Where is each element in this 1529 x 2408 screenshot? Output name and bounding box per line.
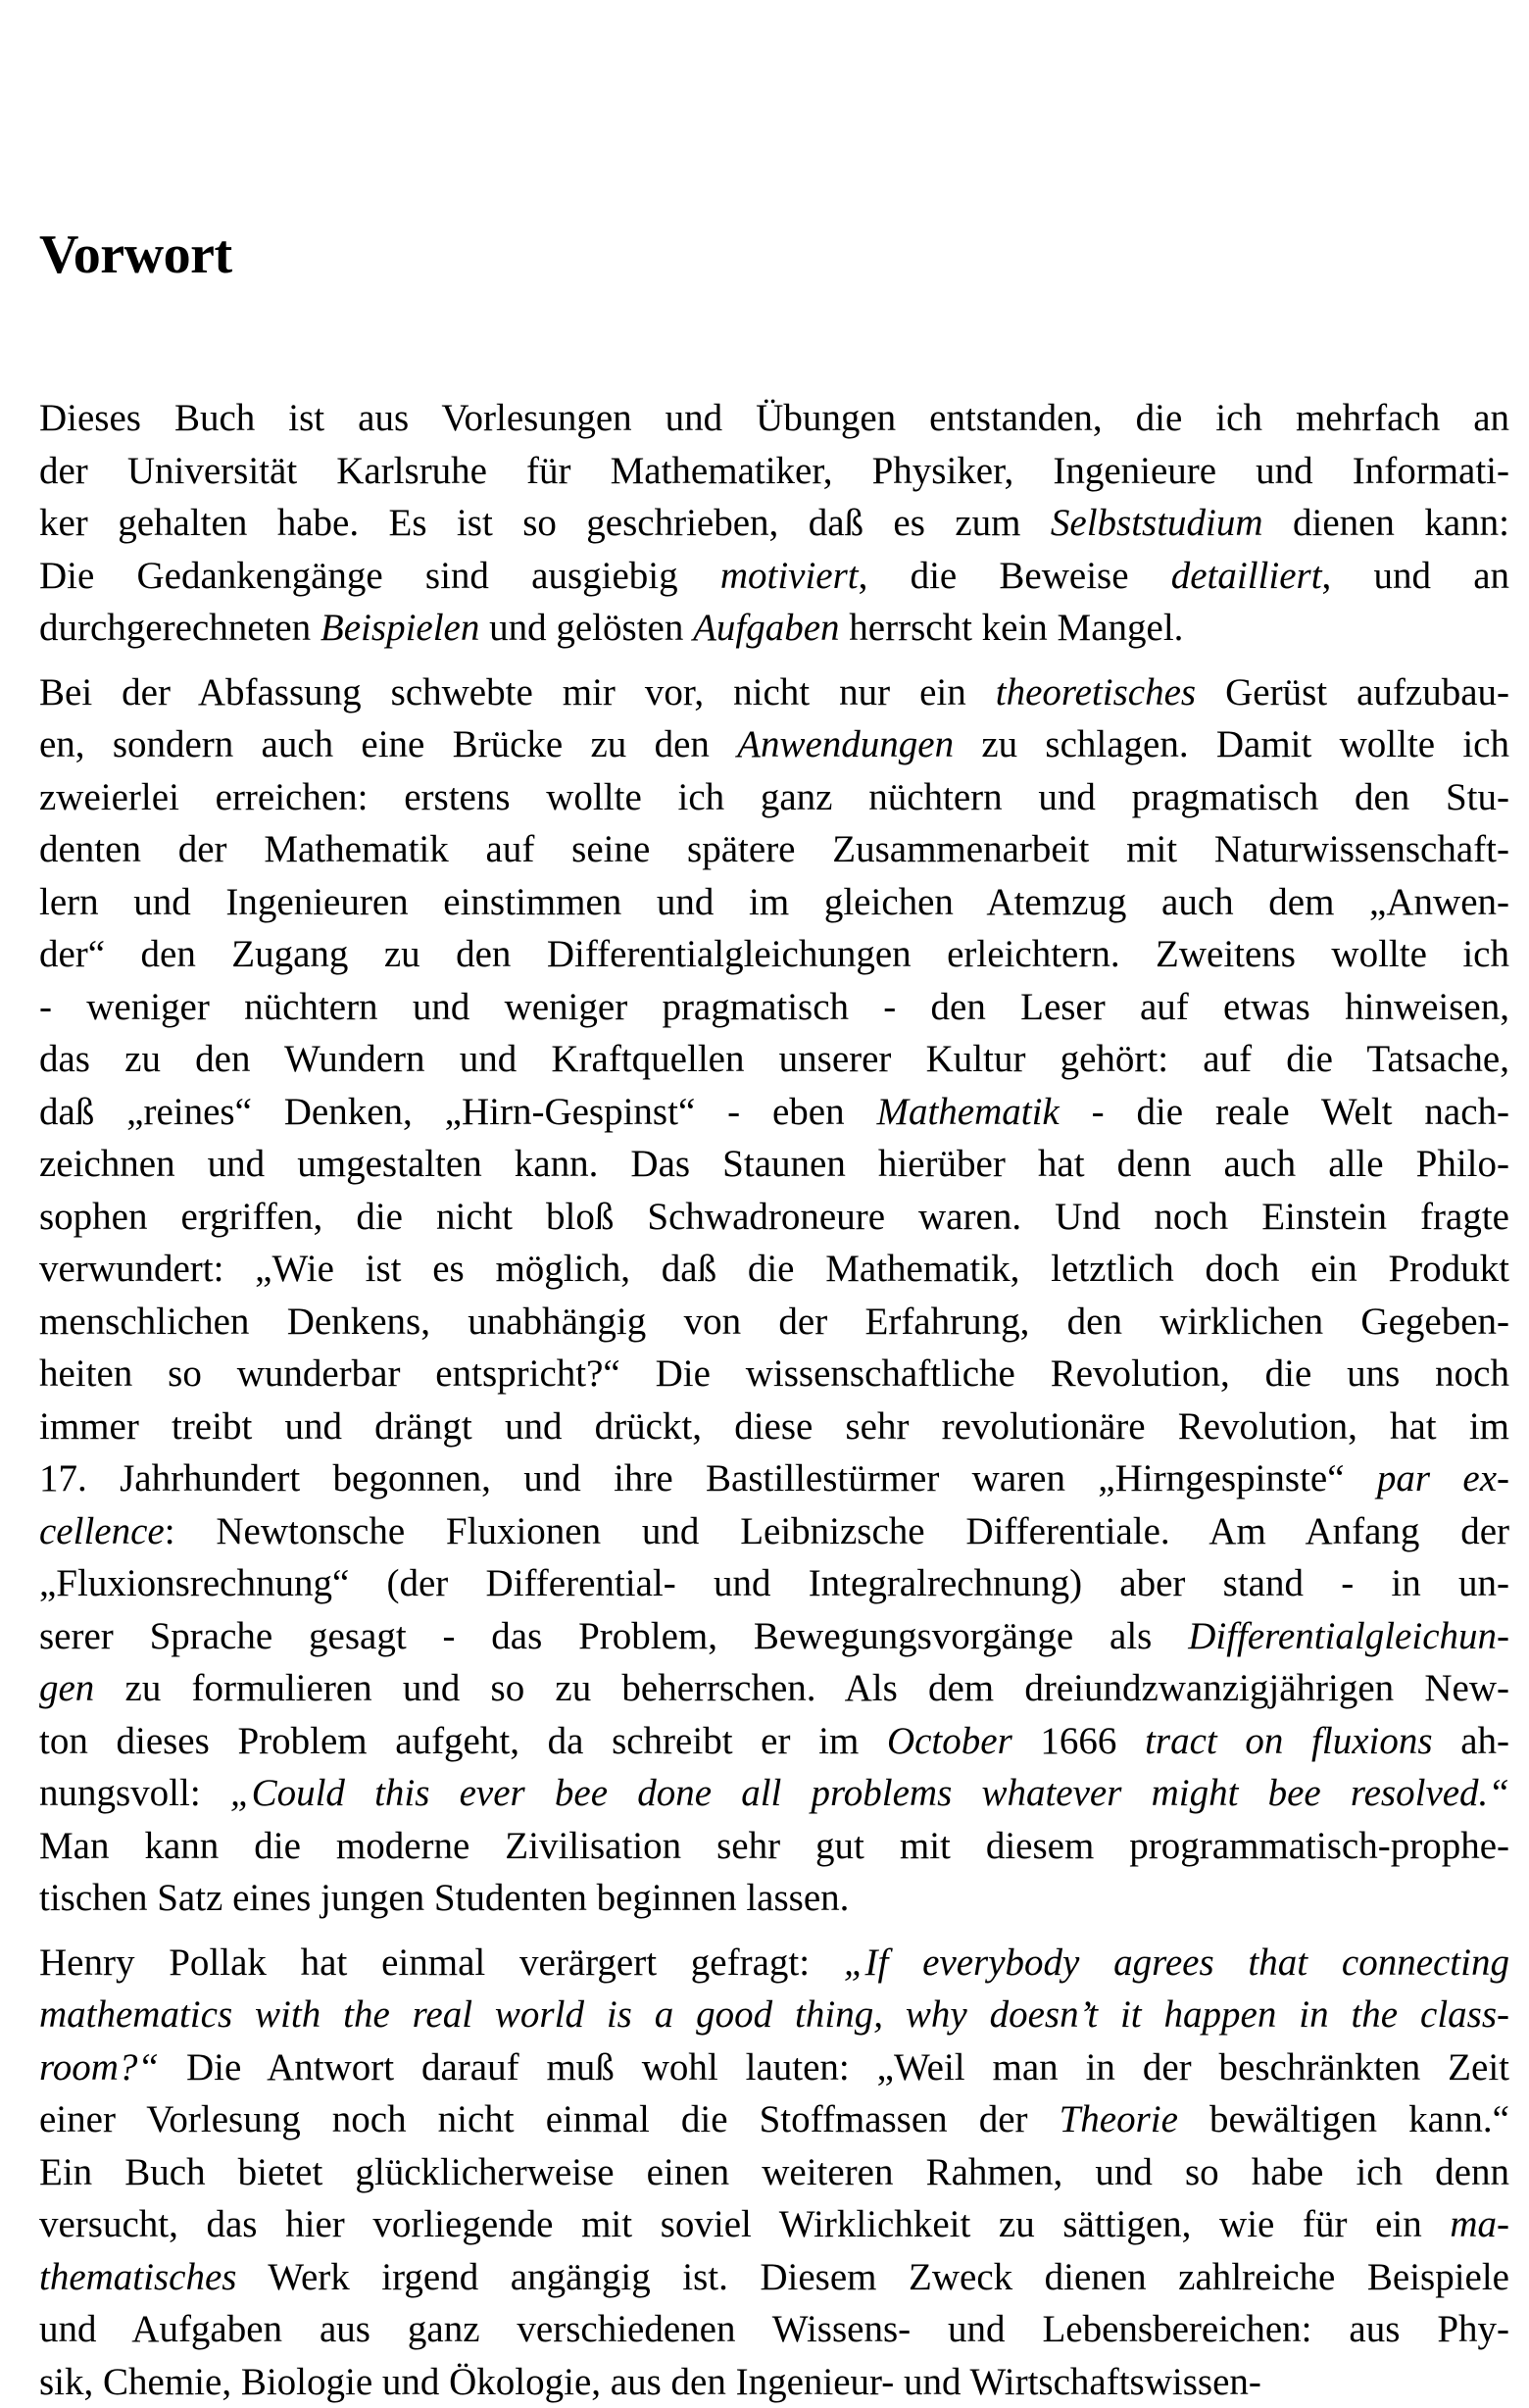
text-line (39, 1033, 1509, 1086)
text-span: - die reale Welt nach- (1060, 1091, 1509, 1133)
text-line (39, 981, 1509, 1034)
text-line (39, 876, 1509, 929)
text-span: heiten so wunderbar entspricht?“ Die wissenschaftliche Revolution, die uns noch (39, 1352, 1509, 1395)
italic-span: „Could this ever bee done all problems whatever might bee resolved.“ (230, 1772, 1509, 1814)
text-line (39, 2041, 1509, 2094)
text-line (39, 2146, 1509, 2199)
text-span: zu formulieren und so zu beherrschen. Als dem dreiundzwanzigjährigen New- (94, 1667, 1509, 1709)
text-line (39, 602, 1509, 655)
text-line (39, 1505, 1509, 1558)
text-line (39, 1937, 1509, 1990)
text-span: das zu den Wundern und Kraftquellen unserer Kultur gehört: auf die Tatsache, (39, 1038, 1509, 1080)
text-line (39, 445, 1509, 498)
paragraph (39, 666, 1509, 1925)
text-span: en, sondern auch eine Brücke zu den (39, 723, 737, 765)
paragraph-gap (39, 655, 1509, 666)
text-span: dienen kann: (1263, 502, 1509, 544)
text-span: menschlichen Denkens, unabhängig von der Erfahrung, den wirklichen Gegeben- (39, 1301, 1509, 1343)
text-span: herrscht kein Mangel. (840, 607, 1184, 649)
text-span: daß „reines“ Denken, „Hirn-Gespinst“ - eben (39, 1091, 876, 1133)
italic-span: ma- (1450, 2203, 1509, 2245)
italic-span: Beispielen (321, 607, 479, 649)
text-line (39, 1715, 1509, 1768)
italic-span: room?“ (39, 2046, 159, 2089)
text-line (39, 1989, 1509, 2041)
text-line (39, 928, 1509, 981)
italic-span: detailliert (1171, 555, 1322, 597)
text-span: und Aufgaben aus ganz verschiedenen Wissens- und Lebensbereichen: aus Phy- (39, 2308, 1509, 2350)
text-span: tischen Satz eines jungen Studenten beginnen lassen. (39, 1877, 849, 1919)
text-line (39, 2251, 1509, 2304)
text-line (39, 718, 1509, 771)
text-span: sik, Chemie, Biologie und Ökologie, aus den Ingenieur- und Wirtschaftswissen- (39, 2361, 1261, 2403)
text-line (39, 1401, 1509, 1453)
text-span: Henry Pollak hat einmal verärgert gefragt: (39, 1941, 844, 1984)
text-span: versucht, das hier vorliegende mit soviel Wirklichkeit zu sättigen, wie für ein (39, 2203, 1450, 2245)
italic-span: theoretisches (996, 671, 1196, 713)
text-line (39, 1138, 1509, 1191)
italic-span: Aufgaben (693, 607, 839, 649)
text-span: , die Beweise (859, 555, 1171, 597)
italic-span: Selbststudium (1051, 502, 1263, 544)
text-span: nungsvoll: (39, 1772, 230, 1814)
text-line (39, 392, 1509, 445)
text-line (39, 1767, 1509, 1820)
italic-span: gen (39, 1667, 94, 1709)
paragraph (39, 1937, 1509, 2408)
text-span: ton dieses Problem aufgeht, da schreibt er im (39, 1720, 887, 1762)
text-line (39, 1872, 1509, 1925)
text-line (39, 771, 1509, 824)
text-span: - weniger nüchtern und weniger pragmatisch - den Leser auf etwas hinweisen, (39, 986, 1509, 1028)
italic-span: cellence (39, 1510, 165, 1552)
text-line (39, 497, 1509, 550)
text-line (39, 1662, 1509, 1715)
text-span: 1666 (1012, 1720, 1145, 1762)
text-span: Die Antwort darauf muß wohl lauten: „Weil man in der beschränkten Zeit (159, 2046, 1509, 2089)
text-line (39, 823, 1509, 876)
paragraph-gap (39, 1925, 1509, 1937)
text-span: ah- (1433, 1720, 1509, 1762)
text-span: , und an (1322, 555, 1509, 597)
text-line (39, 2198, 1509, 2251)
text-span: : Newtonsche Fluxionen und Leibnizsche Differentiale. Am Anfang der (165, 1510, 1509, 1552)
text-span: verwundert: „Wie ist es möglich, daß die Mathematik, letztlich doch ein Produkt (39, 1248, 1509, 1290)
italic-span: October (887, 1720, 1012, 1762)
text-span: und gelösten (479, 607, 693, 649)
document-page (39, 0, 1509, 2256)
text-span: Dieses Buch ist aus Vorlesungen und Übungen entstanden, die ich mehrfach an (39, 397, 1509, 439)
italic-span: par ex- (1377, 1457, 1509, 1499)
text-span: immer treibt und drängt und drückt, diese sehr revolutionäre Revolution, hat im (39, 1405, 1509, 1448)
text-line (39, 1348, 1509, 1401)
italic-span: Mathematik (876, 1091, 1059, 1133)
text-span: Man kann die moderne Zivilisation sehr gut mit diesem programmatisch-prophe- (39, 1825, 1509, 1867)
text-line (39, 2303, 1509, 2356)
text-span: Bei der Abfassung schwebte mir vor, nicht nur ein (39, 671, 996, 713)
text-span: lern und Ingenieuren einstimmen und im gleichen Atemzug auch dem „Anwen- (39, 881, 1509, 923)
italic-span: Theorie (1060, 2098, 1178, 2140)
body-text (39, 392, 1509, 2408)
text-line (39, 1191, 1509, 1244)
text-span: Werk irgend angängig ist. Diesem Zweck dienen zahlreiche Beispiele (236, 2256, 1509, 2298)
text-span: zu schlagen. Damit wollte ich (954, 723, 1509, 765)
text-span: „Fluxionsrechnung“ (der Differential- und Integralrechnung) aber stand - in un- (39, 1562, 1509, 1604)
text-span: denten der Mathematik auf seine spätere Zusammenarbeit mit Naturwissenschaft- (39, 828, 1509, 870)
text-line (39, 666, 1509, 719)
text-line (39, 1452, 1509, 1505)
italic-span: motiviert (720, 555, 859, 597)
text-span: Ein Buch bietet glücklicherweise einen weiteren Rahmen, und so habe ich denn (39, 2151, 1509, 2193)
text-span: Gerüst aufzubau- (1196, 671, 1509, 713)
text-span: serer Sprache gesagt - das Problem, Bewegungsvorgänge als (39, 1615, 1188, 1657)
text-span: einer Vorlesung noch nicht einmal die Stoffmassen der (39, 2098, 1060, 2140)
italic-span: tract on fluxions (1145, 1720, 1432, 1762)
text-span: zweierlei erreichen: erstens wollte ich ganz nüchtern und pragmatisch den Stu- (39, 776, 1509, 818)
text-line (39, 1296, 1509, 1349)
page-title: Vorwort (39, 223, 232, 286)
paragraph (39, 392, 1509, 655)
text-span: der“ den Zugang zu den Differentialgleichungen erleichtern. Zweitens wollte ich (39, 933, 1509, 975)
text-line (39, 1086, 1509, 1139)
text-span: durchgerechneten (39, 607, 321, 649)
text-span: sophen ergriffen, die nicht bloß Schwadroneure waren. Und noch Einstein fragte (39, 1196, 1509, 1238)
italic-span: Differentialgleichun- (1188, 1615, 1509, 1657)
text-span: ker gehalten habe. Es ist so geschrieben, daß es zum (39, 502, 1051, 544)
text-span: zeichnen und umgestalten kann. Das Staunen hierüber hat denn auch alle Philo- (39, 1143, 1509, 1185)
text-line (39, 2093, 1509, 2146)
italic-span: „If everybody agrees that connecting (844, 1941, 1509, 1984)
italic-span: Anwendungen (737, 723, 954, 765)
text-line (39, 1243, 1509, 1296)
text-line (39, 2356, 1509, 2408)
italic-span: thematisches (39, 2256, 236, 2298)
text-span: Die Gedankengänge sind ausgiebig (39, 555, 720, 597)
text-span: bewältigen kann.“ (1178, 2098, 1509, 2140)
text-line (39, 550, 1509, 603)
italic-span: mathematics with the real world is a good thing, why doesn’t it happen in the class- (39, 1993, 1509, 2036)
text-line (39, 1820, 1509, 1873)
text-span: 17. Jahrhundert begonnen, und ihre Bastillestürmer waren „Hirngespinste“ (39, 1457, 1377, 1499)
text-line (39, 1557, 1509, 1610)
text-line (39, 1610, 1509, 1663)
text-span: der Universität Karlsruhe für Mathematiker, Physiker, Ingenieure und Informati- (39, 450, 1509, 492)
